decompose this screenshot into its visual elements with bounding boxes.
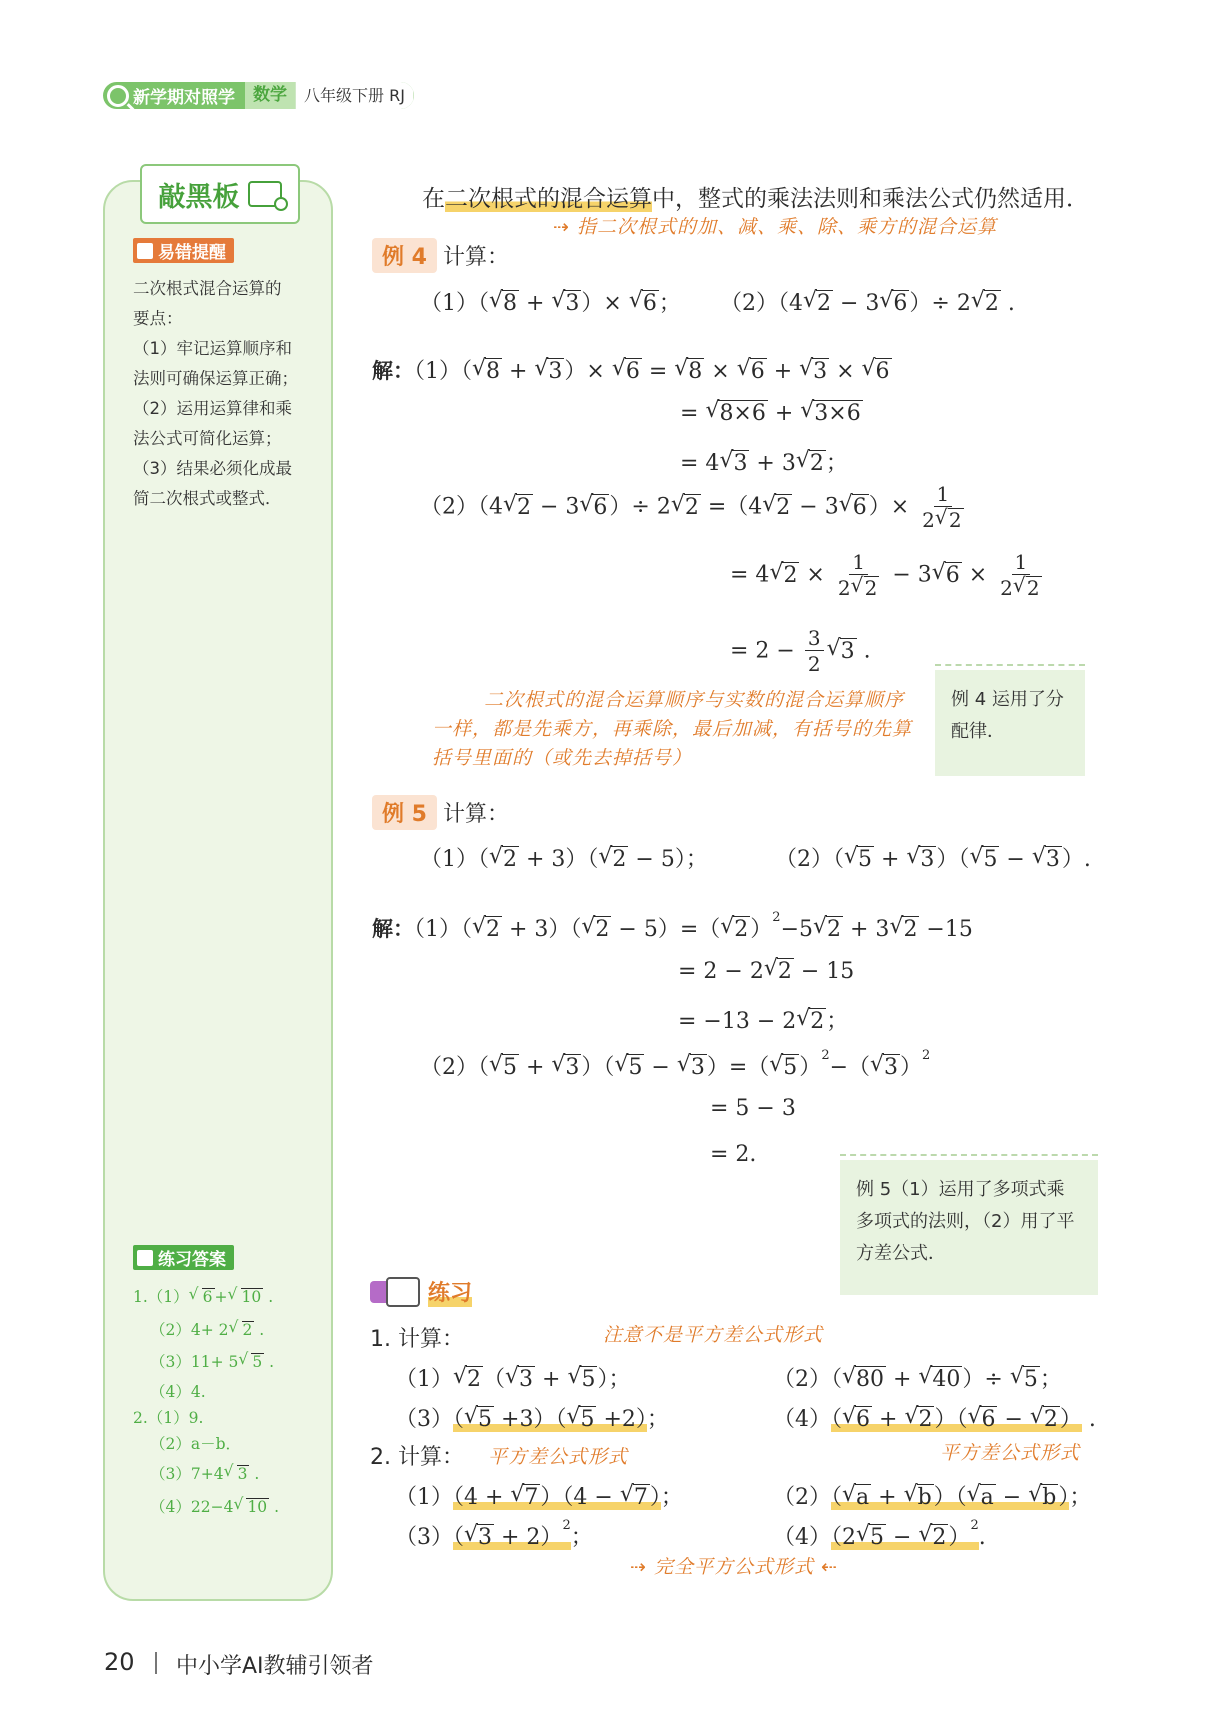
practice-2-3: （3）（√ 3 + 2）$^2$；	[395, 1520, 593, 1551]
tip-text: 二次根式混合运算的 要点： （1）牢记运算顺序和 法则可确保运算正确； （2）运用运算律和乘 法公式可简化运算； （3）结果必须化成最 简二次根式或整式．	[133, 279, 298, 508]
answer-2-3: （3）7+4√ 3 .	[150, 1462, 259, 1484]
practice-heading: 练习	[370, 1276, 472, 1307]
memo-example-4: 例 4 运用了分配律．	[935, 670, 1085, 776]
practice-1-4: （4）（√ 6 + √ 2）（√ 6 − √ 2） .	[773, 1402, 1096, 1433]
ex5-solution-2c: = 2.	[710, 1142, 757, 1167]
practice-1-2: （2）（√ 80 + √ 40）÷ √ 5；	[773, 1362, 1062, 1393]
note-perfect-square: ⇢ 完全平方公式形式 ⇠	[630, 1556, 838, 1578]
answer-tag: 练习答案	[133, 1245, 234, 1270]
answer-icon	[137, 1250, 153, 1266]
example-5-heading: 例 5 计算：	[372, 795, 509, 830]
practice-2-2: （2）（√ a + √ b）（√ a − √ b）；	[773, 1480, 1091, 1511]
pencil-icon	[137, 243, 153, 259]
practice-2-label: 2. 计算：	[370, 1445, 464, 1470]
tip-tag: 易错提醒	[133, 238, 234, 263]
answer-1-3: （3）11+ 5√ 5 .	[150, 1350, 274, 1372]
note-difference-of-squares-2: 平方差公式形式	[940, 1442, 1081, 1464]
series-name: 新学期对照学	[133, 88, 235, 108]
subject-name: 数学	[245, 82, 295, 109]
hand-icon	[386, 1277, 420, 1307]
ex4-solution-2b: = 4√ 2 × $\frac{1}{2√ 2}$ − 3√ 6 × $\frac{1}{2√ 2}$	[730, 550, 1048, 601]
answer-2-4: （4）22−4√ 10 .	[150, 1495, 279, 1517]
intro-sentence: 在二次根式的混合运算中，整式的乘法法则和乘法公式仍然适用．	[422, 186, 1089, 212]
header-badge	[103, 82, 414, 109]
intro-note: ⇢ 指二次根式的加、减、乘、除、乘方的混合运算	[553, 216, 997, 238]
ex4-problem-1: （1）（√ 8 + √ 3）× √ 6；	[420, 286, 681, 317]
ex5-solution-2a: （2）（√ 5 + √ 3）（√ 5 − √ 3）=（√ 5）$^2$−（√ 3）$^2$	[420, 1050, 930, 1081]
ex5-problem-2: （2）（√ 5 + √ 3）（√ 5 − √ 3）.	[775, 842, 1091, 873]
page-number: 20	[104, 1648, 135, 1676]
example-4-tag: 例 4	[372, 238, 437, 273]
ex4-solution-1b: = √ 8×6 + √ 3×6	[680, 400, 863, 426]
answer-1-2: （2）4+ 2√ 2 .	[150, 1318, 264, 1340]
ex5-problem-1: （1）（√ 2 + 3）（√ 2 − 5）；	[420, 842, 708, 873]
practice-1-label: 1. 计算：	[370, 1327, 464, 1352]
practice-1-1: （1）√ 2（√ 3 + √ 5）；	[395, 1362, 630, 1393]
practice-1-3: （3）（√ 5 +3）（√ 5 +2）；	[395, 1402, 669, 1433]
ex5-solution-1a: 解：（1）（√ 2 + 3）（√ 2 − 5）=（√ 2）$^2$−5√ 2 + 3√ 2 −15	[372, 912, 973, 943]
ex4-remark: 二次根式的混合运算顺序与实数的混合运算顺序一样，都是先乘方，再乘除，最后加减，有括号的先算括号里面的（或先去掉括号）	[432, 689, 913, 769]
ex5-solution-2b: = 5 − 3	[710, 1096, 796, 1121]
ex4-solution-2a: （2）（4√ 2 − 3√ 6）÷ 2√ 2 =（4√ 2 − 3√ 6）× $\frac{1}{2√ 2}$	[420, 482, 970, 533]
grade-name: 八年级下册 RJ	[295, 82, 414, 109]
practice-2-1: （1）（4 + √ 7）（4 − √ 7）；	[395, 1480, 683, 1511]
answer-1-4: （4）4.	[150, 1383, 206, 1401]
footer-divider	[155, 1652, 157, 1674]
answer-2-1: 2.（1）9.	[133, 1409, 204, 1427]
ex4-solution-1a: 解：（1）（√ 8 + √ 3）× √ 6 = √ 8 × √ 6 + √ 3 × √ 6	[372, 354, 892, 385]
answer-2-2: （2）a－b．	[150, 1435, 242, 1453]
magnifier-icon	[107, 85, 129, 107]
ex5-solution-1c: = −13 − 2√ 2；	[678, 1004, 848, 1035]
memo-example-5: 例 5（1）运用了多项式乘多项式的法则，（2）用了平方差公式．	[840, 1160, 1098, 1295]
footer-slogan: 中小学AI教辅引领者	[176, 1654, 374, 1679]
ex5-solution-1b: = 2 − 2√ 2 − 15	[678, 958, 854, 984]
practice-2-4: （4）（2√ 5 − √ 2）$^2$.	[773, 1520, 986, 1551]
example-5-tag: 例 5	[372, 795, 437, 830]
answer-1-1: 1.（1）√ 6 +√ 10 .	[133, 1285, 273, 1307]
blackboard-icon	[248, 181, 282, 207]
example-4-heading: 例 4 计算：	[372, 238, 509, 273]
ex4-solution-1c: = 4√ 3 + 3√ 2；	[680, 446, 848, 477]
note-difference-of-squares-1: 平方差公式形式	[488, 1446, 629, 1468]
sidebar-title: 敲黑板	[140, 164, 300, 224]
ex4-problem-2: （2）（4√ 2 − 3√ 6）÷ 2√ 2 .	[720, 286, 1015, 317]
ex4-solution-2c: = 2 − $\frac{3}{2}$ √ 3 .	[730, 626, 871, 677]
note-not-difference-of-squares: 注意不是平方差公式形式	[603, 1324, 824, 1346]
